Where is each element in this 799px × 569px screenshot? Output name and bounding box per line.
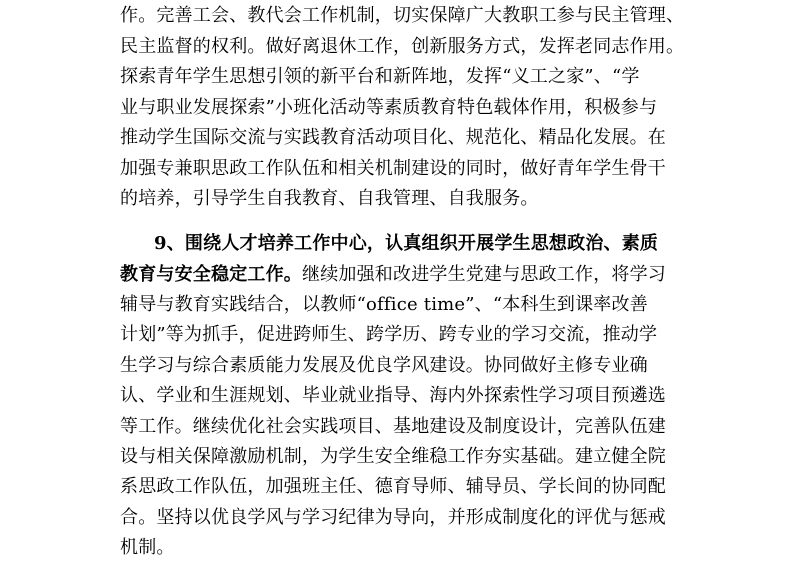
paragraph-2-line-6: 认、学业和生涯规划、毕业就业指导、海内外探索性学习项目预遴选: [120, 385, 666, 406]
paragraph-1-line-7: 的培养，引导学生自我教育、自我管理、自我服务。: [120, 188, 539, 209]
paragraph-2-line-11: 机制。: [120, 537, 175, 558]
paragraph-2-line-7: 等工作。继续优化社会实践项目、基地建设及制度设计，完善队伍建: [120, 416, 666, 437]
paragraph-1-line-3: 探索青年学生思想引领的新平台和新阵地，发挥“义工之家”、“学: [120, 66, 640, 87]
paragraph-1-line-1: 作。完善工会、教代会工作机制，切实保障广大教职工参与民主管理、: [120, 5, 685, 26]
paragraph-2-heading-end: 教育与安全稳定工作。: [120, 264, 302, 285]
paragraph-2-line-10: 合。坚持以优良学风与学习纪律为导向，并形成制度化的评优与惩戒: [120, 507, 666, 528]
paragraph-2-line-2: [120, 263, 680, 287]
paragraph-1-line-4: 业与职业发展探索”小班化活动等素质教育特色载体作用，积极参与: [120, 97, 658, 118]
paragraph-2-line-3: 辅导与教育实践结合，以教师“office time”、“本科生到课率改善: [120, 294, 648, 315]
paragraph-1-line-6: 加强专兼职思政工作队伍和相关机制建设的同时，做好青年学生骨干: [120, 158, 666, 179]
paragraph-2-line-8: 设与相关保障激励机制，为学生安全维稳工作夯实基础。建立健全院: [120, 446, 666, 467]
paragraph-2-line-9: 系思政工作队伍，加强班主任、德育导师、辅导员、学长间的协同配: [120, 476, 666, 497]
paragraph-1-line-2: 民主监督的权利。做好离退休工作，创新服务方式，发挥老同志作用。: [120, 36, 685, 57]
paragraph-1-line-5: 推动学生国际交流与实践教育活动项目化、规范化、精品化发展。在: [120, 127, 666, 148]
paragraph-2-line-4: 计划”等为抓手，促进跨师生、跨学历、跨专业的学习交流，推动学: [120, 324, 658, 345]
paragraph-2-heading-line-1: 9、围绕人才培养工作中心，认真组织开展学生思想政治、素质: [154, 233, 659, 254]
paragraph-2-line-2-rest: 继续加强和改进学生党建与思政工作，将学习: [302, 264, 666, 285]
paragraph-2-line-5: 生学习与综合素质能力发展及优良学风建设。协同做好主修专业确: [120, 355, 648, 376]
